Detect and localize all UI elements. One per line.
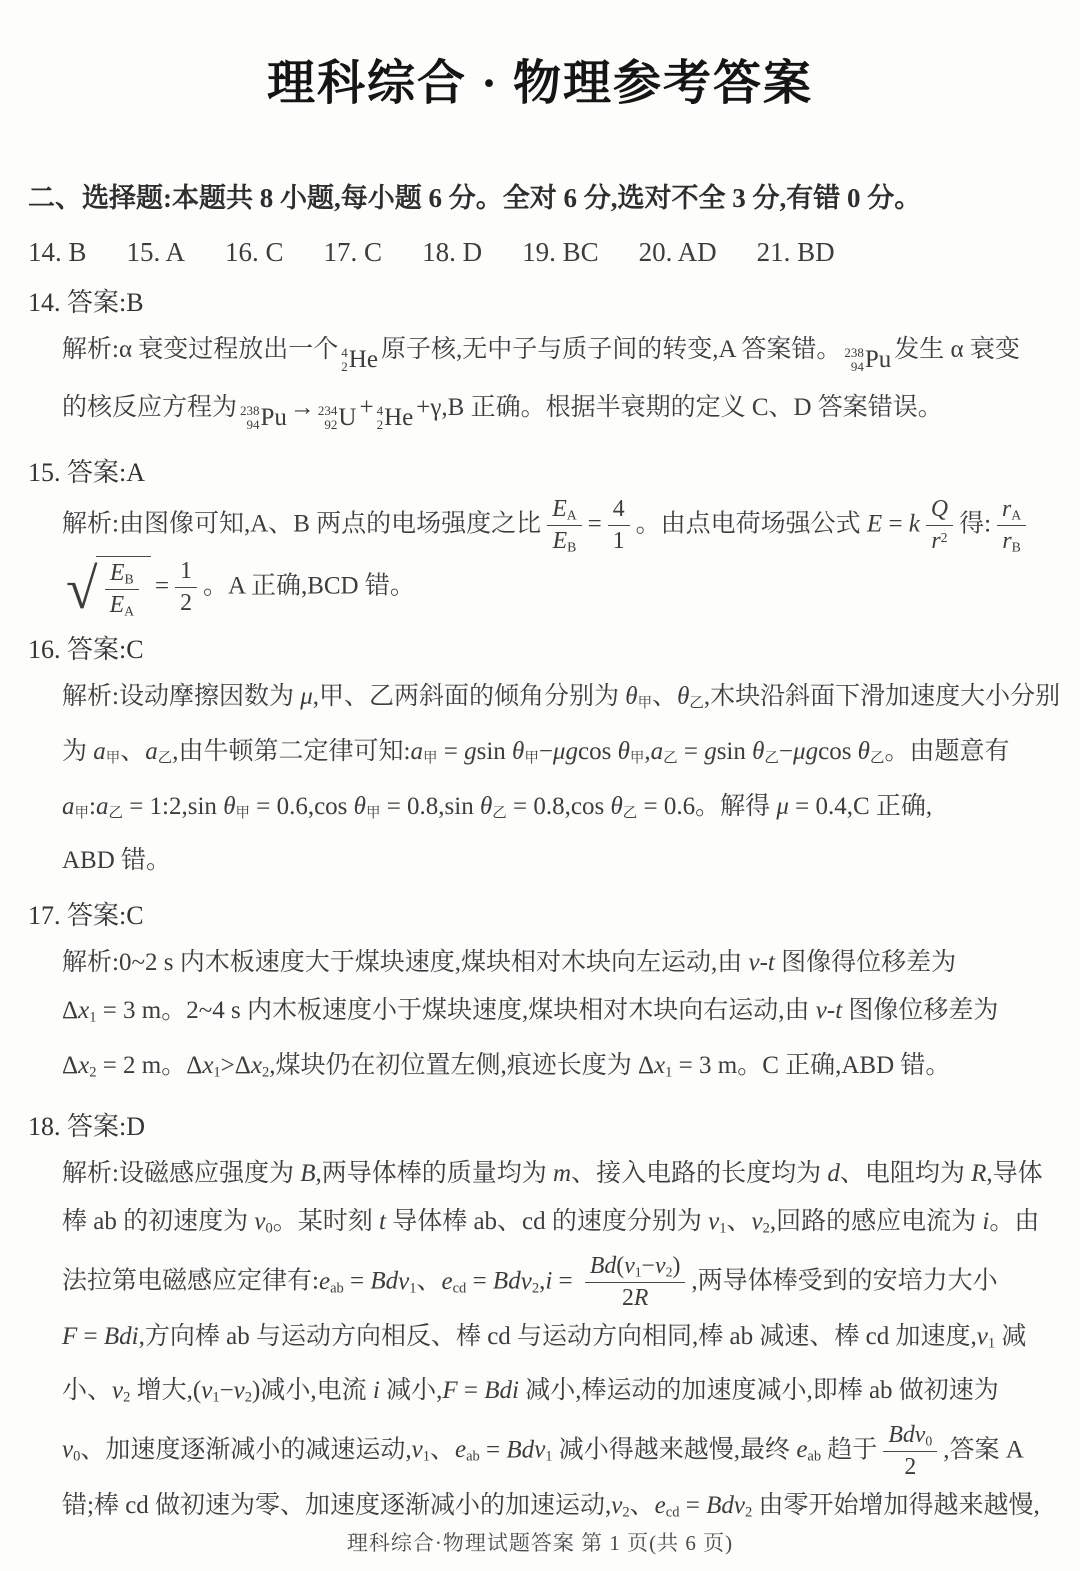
text-run: 、接入电路的长度均为 — [571, 1160, 828, 1188]
text-run: − — [778, 737, 794, 765]
text-run: 小、 — [62, 1377, 113, 1405]
math-variable: F — [442, 1377, 458, 1405]
text-run: = 0.8,cos — [506, 792, 611, 820]
text-run: 2 — [904, 1454, 917, 1481]
math-square-root — [66, 556, 151, 620]
math-fraction — [585, 1253, 686, 1313]
text-run: 2 — [180, 590, 193, 616]
text-run: 解析:设磁感应强度为 — [62, 1160, 301, 1188]
math-fraction — [105, 560, 139, 620]
text-run: 解析:0~2 s 内木板速度大于煤块速度,煤块相对木块向左运动,由 — [62, 949, 749, 977]
text-run: cos — [818, 737, 858, 765]
text-run: ,木块沿斜面下滑加速度大小分别 — [703, 683, 1061, 711]
math-subscript: $v_1$ — [534, 1436, 553, 1466]
explanation-line — [62, 837, 1060, 885]
text-run: = — [552, 1267, 579, 1295]
answer-item: 16. C — [225, 237, 284, 267]
math-fraction — [547, 496, 581, 556]
math-subscript: $x_2$ — [78, 1051, 97, 1081]
math-subscript: $E_B$ — [552, 528, 577, 555]
text-run: = — [587, 510, 602, 538]
text-run: − — [641, 1253, 656, 1280]
text-run: 、 — [652, 683, 678, 711]
math-subscript: $x_2$ — [250, 1051, 270, 1081]
text-run: , — [539, 1267, 546, 1295]
text-run: = — [343, 1267, 371, 1295]
question-explanation — [62, 939, 1060, 1096]
math-subscript: $E_A$ — [109, 592, 135, 619]
math-subscript: $v_1$ — [398, 1267, 417, 1297]
text-run: ,答案 A — [943, 1436, 1024, 1464]
math-subscript: $v_2$ — [520, 1267, 540, 1297]
math-subscript: $v_2$ — [611, 1491, 630, 1521]
question-label: 15. 答案:A — [28, 458, 146, 488]
text-run: → — [289, 394, 315, 422]
text-run: 、电阻均为 — [839, 1160, 972, 1188]
text-run: 4 — [612, 496, 625, 523]
math-variable: μ — [300, 683, 313, 711]
text-run: Δ — [62, 1051, 79, 1079]
math-subscript: $v_2$ — [751, 1208, 770, 1238]
text-run: sin — [716, 737, 753, 765]
math-fraction — [175, 558, 197, 618]
text-run: 法拉第电磁感应定律有: — [62, 1267, 319, 1295]
text-run: 、 — [429, 1436, 455, 1464]
math-variable: Bd — [706, 1491, 734, 1519]
math-subscript: $x_1$ — [78, 997, 97, 1026]
math-fraction — [608, 496, 630, 556]
math-variable: t — [378, 1208, 386, 1236]
text-run: = — [457, 1377, 485, 1405]
text-run: 。由 — [989, 1208, 1040, 1236]
math-variable: k — [908, 510, 920, 538]
math-variable: Bdi — [103, 1322, 139, 1350]
page-title: 理科综合 · 物理参考答案 — [266, 57, 813, 110]
math-subscript: $v_1$ — [976, 1322, 996, 1352]
explanation-line — [62, 987, 1060, 1042]
page-footer: 理科综合·物理试题答案 第 1 页(共 6 页) — [346, 1531, 734, 1555]
text-run: = 0.6。解得 — [637, 792, 777, 820]
answer-item: 20. AD — [638, 237, 717, 267]
text-run: 的核反应方程为 — [62, 394, 238, 422]
math-subscript: $e_{ab}$ — [318, 1267, 344, 1297]
math-subscript: $v_1$ — [624, 1253, 642, 1280]
text-run: +γ,B 正确。根据半衰期的定义 C、D 答案错误。 — [416, 394, 943, 422]
explanation-line — [62, 1367, 1060, 1422]
explanation-line — [62, 783, 1060, 838]
math-subscript: $v_2$ — [655, 1253, 673, 1280]
explanation-line — [62, 939, 1060, 987]
math-variable: Bdi — [484, 1377, 519, 1405]
nuclide-notation: 4 2 He — [376, 403, 414, 433]
text-run: = 0.6,cos — [249, 792, 354, 820]
math-subscript: $a_甲$ — [410, 737, 438, 767]
text-run: 。由点电荷场强公式 — [635, 510, 867, 538]
text-run: 图像得位移差为 — [774, 949, 957, 977]
text-run: = 0.4,C 正确, — [788, 792, 933, 820]
text-run: − — [538, 737, 553, 765]
nuclide-notation: 234 92 U — [317, 403, 357, 433]
math-variable: t — [835, 997, 843, 1025]
math-variable: μg — [793, 737, 819, 765]
math-subscript: $v_0$ — [62, 1436, 81, 1466]
answer-item: 18. D — [422, 237, 483, 267]
math-variable: Bd — [506, 1436, 535, 1464]
explanation-line — [62, 1253, 1060, 1313]
text-run: 错;棒 cd 做初速为零、加速度逐渐减小的加速运动, — [62, 1491, 612, 1519]
answer-item: 17. C — [323, 237, 383, 267]
text-run: 、 — [120, 737, 146, 765]
math-variable: i — [982, 1208, 990, 1236]
question-explanation — [62, 326, 1060, 442]
text-run: ) — [672, 1253, 681, 1280]
math-subscript: $r_A$ — [1002, 496, 1022, 523]
explanation-line — [62, 1042, 1060, 1097]
text-run: 原子核,无中子与质子间的转变,A 答案错。 — [380, 336, 842, 363]
math-subscript: $e_{ab}$ — [796, 1436, 822, 1466]
math-variable: F — [62, 1322, 78, 1350]
text-run: = 1:2,sin — [122, 792, 224, 820]
text-run: ( — [616, 1253, 625, 1280]
math-variable: R — [633, 1285, 649, 1312]
nuclide-notation: 238 94 Pu — [844, 345, 892, 375]
math-subscript: $E_B$ — [109, 559, 134, 587]
text-run: = — [155, 572, 170, 600]
question-explanation — [62, 673, 1060, 885]
text-run: Δ — [62, 997, 79, 1025]
text-run: 趋于 — [821, 1436, 878, 1464]
text-run: = 0.8,sin — [380, 792, 480, 820]
explanation-line — [62, 728, 1060, 783]
math-subscript: $e_{ab}$ — [455, 1436, 480, 1466]
math-subscript: $v_2$ — [233, 1377, 253, 1406]
explanation-line — [62, 1313, 1060, 1368]
math-variable: Bd — [370, 1267, 399, 1295]
question-label: 18. 答案:D — [28, 1112, 146, 1142]
text-run: , — [644, 737, 651, 765]
math-subscript: $\theta_乙$ — [752, 737, 779, 767]
text-run: = — [77, 1322, 104, 1350]
math-subscript: $r_B$ — [1002, 528, 1021, 555]
answer-item: 21. BD — [756, 237, 835, 267]
math-subscript: $v_1$ — [708, 1208, 727, 1238]
math-variable: R — [971, 1160, 987, 1188]
text-run: = — [882, 510, 909, 538]
question-14 — [0, 284, 1080, 442]
text-run: 、加速度逐渐减小的减速运动, — [80, 1436, 412, 1464]
text-run: 解析:设动摩擦因数为 — [62, 683, 301, 711]
question-explanation — [62, 496, 1060, 619]
math-subscript: $\theta_乙$ — [479, 792, 507, 822]
answer-item: 15. A — [126, 237, 186, 267]
text-run: = — [466, 1267, 493, 1295]
text-run: sin — [476, 737, 513, 765]
text-run: 。A 正确,BCD 错。 — [203, 572, 415, 600]
math-subscript: $\theta_甲$ — [512, 737, 539, 767]
text-run: 减小, — [379, 1377, 443, 1405]
math-subscript: $a_乙$ — [95, 792, 123, 822]
explanation-line — [62, 496, 1060, 556]
text-run: 增大,( — [130, 1377, 202, 1405]
text-run: : — [89, 792, 96, 820]
answers-row — [28, 232, 1080, 272]
text-run: + — [359, 394, 374, 422]
question-15 — [0, 454, 1080, 619]
math-variable: i — [545, 1267, 553, 1295]
text-run: 。由题意有 — [884, 737, 1010, 765]
question-explanation — [62, 1150, 1060, 1536]
math-variable: E — [866, 510, 883, 538]
math-subscript: $x_1$ — [202, 1051, 221, 1081]
math-subscript: $v_1$ — [201, 1377, 220, 1406]
question-label: 14. 答案:B — [28, 288, 144, 317]
text-run: ,回路的感应电流为 — [769, 1208, 983, 1236]
nuclide-notation: 4 2 He — [341, 345, 378, 375]
question-16 — [0, 631, 1080, 885]
text-run: − — [219, 1377, 234, 1405]
math-subscript: $v_0$ — [914, 1421, 933, 1449]
math-subscript: $\theta_甲$ — [617, 737, 645, 767]
question-17 — [0, 897, 1080, 1096]
text-run: >Δ — [220, 1051, 251, 1079]
math-variable: d — [827, 1160, 840, 1188]
math-variable: Bd — [888, 1421, 915, 1448]
explanation-line — [62, 1422, 1060, 1482]
math-fraction — [926, 496, 953, 556]
text-run: ,导体 — [986, 1160, 1043, 1188]
explanation-line — [62, 1150, 1060, 1198]
text-run: = 2 m。Δ — [96, 1051, 203, 1079]
text-run: = 3 m。2~4 s 内木板速度小于煤块速度,煤块相对木块向右运动,由 — [96, 997, 816, 1025]
explanation-line — [62, 384, 1060, 442]
text-run: ABD 错。 — [62, 847, 172, 875]
math-fraction — [883, 1422, 937, 1482]
math-fraction — [997, 496, 1026, 556]
text-run: = 3 m。C 正确,ABD 错。 — [672, 1051, 951, 1079]
math-subscript: $v_0$ — [254, 1208, 273, 1238]
math-subscript: $\theta_乙$ — [857, 737, 885, 767]
text-run: 、 — [629, 1491, 655, 1519]
section-heading: 二、选择题:本题共 8 小题,每小题 6 分。全对 6 分,选对不全 3 分,有错 0 分。 — [28, 183, 922, 213]
text-run: 减 — [995, 1322, 1027, 1350]
text-run: ,两导体棒受到的安培力大小 — [691, 1267, 998, 1295]
math-subscript: $E_A$ — [552, 496, 577, 523]
math-variable: m — [553, 1160, 572, 1188]
text-run: - — [826, 997, 836, 1025]
math-variable: Q — [930, 496, 949, 523]
math-variable: Bd — [492, 1267, 521, 1295]
text-run: 。某时刻 — [272, 1208, 379, 1236]
text-run: 图像位移差为 — [842, 997, 999, 1025]
text-run: = — [479, 1436, 507, 1464]
nuclide-notation: 238 94 Pu — [240, 403, 287, 433]
explanation-line — [62, 556, 1060, 620]
math-superscript: $r^2$ — [931, 528, 948, 555]
text-run: 棒 ab 的初速度为 — [62, 1208, 255, 1236]
text-run: 1 — [180, 557, 193, 584]
math-subscript: $v_1$ — [411, 1436, 430, 1466]
explanation-line — [62, 673, 1060, 728]
math-subscript: $x_1$ — [654, 1051, 673, 1081]
question-label: 17. 答案:C — [28, 901, 144, 931]
answer-item: 14. B — [28, 237, 87, 267]
text-run: 导体棒 ab、cd 的速度分别为 — [385, 1208, 709, 1236]
text-run: 、 — [726, 1208, 752, 1236]
text-run: = — [677, 737, 705, 765]
math-subscript: $e_{cd}$ — [654, 1491, 680, 1521]
math-subscript: $v_2$ — [733, 1491, 753, 1521]
math-subscript: $\theta_乙$ — [610, 792, 638, 822]
answer-item: 19. BC — [522, 237, 599, 267]
text-run: - — [759, 949, 768, 977]
text-run: 解析:α 衰变过程放出一个 — [62, 336, 339, 363]
text-run: 减小,棒运动的加速度减小,即棒 ab 做初速为 — [518, 1377, 999, 1405]
math-subscript: $a_甲$ — [62, 792, 89, 822]
text-run: ,由牛顿第二定律可知: — [172, 737, 411, 765]
math-subscript: $v_2$ — [112, 1377, 131, 1406]
math-subscript: $\theta_甲$ — [223, 792, 250, 822]
math-variable: g — [704, 737, 717, 765]
text-run: )减小,电流 — [252, 1377, 373, 1405]
text-run: 2 — [621, 1285, 634, 1312]
question-18 — [0, 1108, 1080, 1536]
text-run: ,煤块仍在初位置左侧,痕迹长度为 Δ — [269, 1051, 655, 1079]
math-variable: i — [372, 1377, 380, 1405]
text-run: = — [679, 1491, 707, 1519]
math-variable: Bd — [589, 1253, 617, 1280]
math-variable: μ — [776, 792, 789, 820]
math-subscript: $e_{cd}$ — [441, 1267, 467, 1297]
text-run: ,甲、乙两斜面的倾角分别为 — [312, 683, 626, 711]
text-run: 解析:由图像可知,A、B 两点的电场强度之比 — [62, 510, 542, 538]
math-subscript: $\theta_甲$ — [625, 683, 653, 712]
explanation-line — [62, 326, 1060, 384]
text-run: 由零开始增加得越来越慢, — [752, 1491, 1040, 1519]
text-run: 发生 α 衰变 — [894, 336, 1020, 363]
text-run: 减小得越来越慢,最终 — [552, 1436, 797, 1464]
question-label: 16. 答案:C — [28, 635, 144, 665]
text-run: ,两导体棒的质量均为 — [315, 1160, 553, 1188]
math-subscript: $\theta_甲$ — [353, 792, 381, 822]
math-variable: t — [767, 949, 775, 977]
radical-sign: √ — [66, 557, 98, 621]
text-run: cos — [577, 737, 618, 765]
text-run: 1 — [612, 528, 625, 555]
text-run: ,方向棒 ab 与运动方向相反、棒 cd 与运动方向相同,棒 ab 减速、棒 cd 加速度, — [138, 1322, 977, 1350]
text-run: 为 — [62, 737, 94, 765]
math-variable: B — [300, 1160, 316, 1188]
text-run: = — [437, 737, 465, 765]
math-variable: g — [464, 737, 477, 765]
math-subscript: $a_乙$ — [145, 737, 173, 767]
math-subscript: $a_甲$ — [93, 737, 121, 767]
math-subscript: $\theta_乙$ — [677, 683, 704, 712]
math-variable: v — [815, 997, 827, 1025]
math-variable: μg — [552, 737, 578, 765]
math-variable: v — [748, 949, 760, 977]
explanation-line — [62, 1198, 1060, 1253]
math-subscript: $a_乙$ — [650, 737, 678, 767]
text-run: 得: — [959, 510, 992, 538]
text-run: 、 — [416, 1267, 442, 1295]
